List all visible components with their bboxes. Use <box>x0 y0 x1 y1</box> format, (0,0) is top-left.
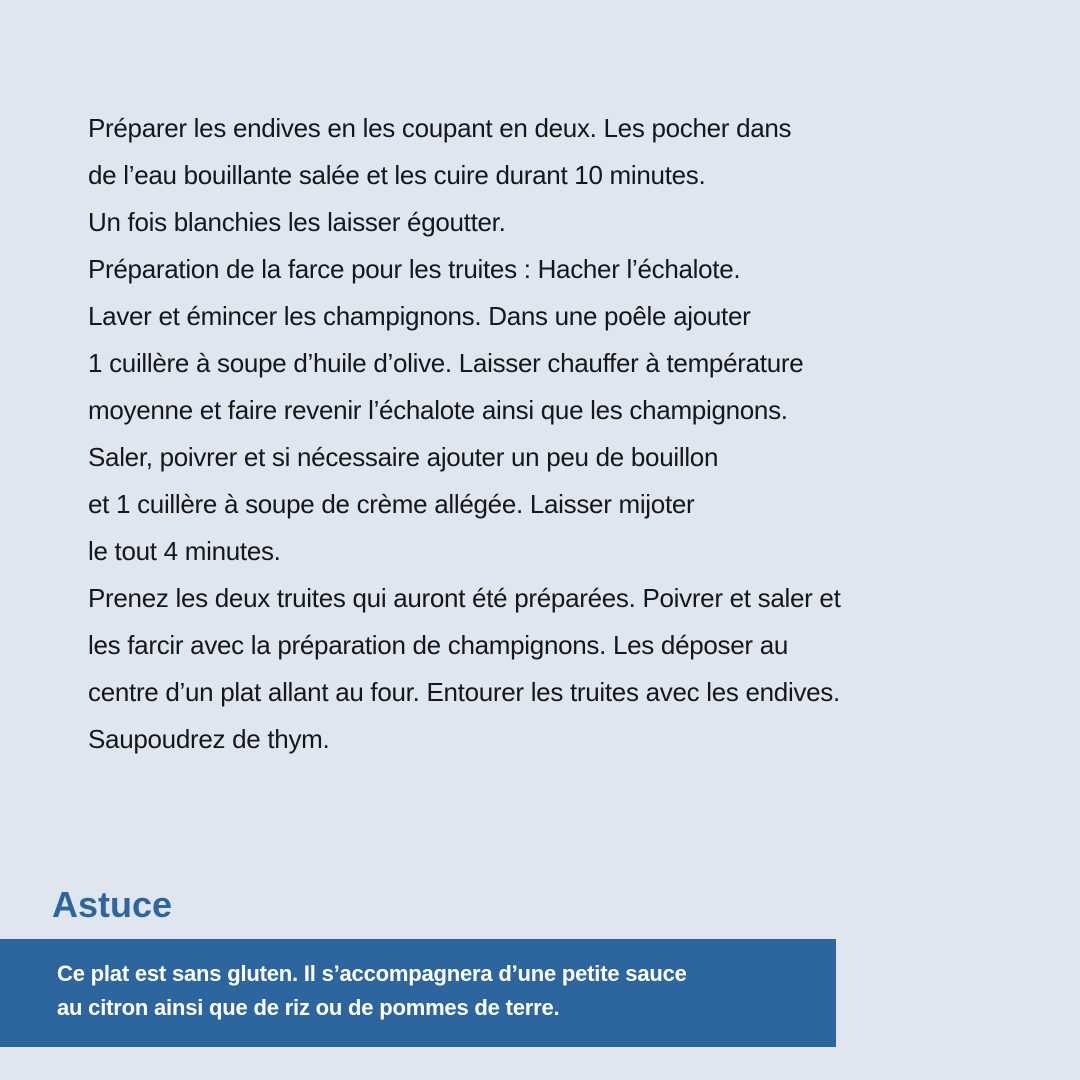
tip-line: Ce plat est sans gluten. Il s’accompagnera d’une petite sauce <box>57 961 687 986</box>
recipe-line: le tout 4 minutes. <box>88 536 281 566</box>
recipe-line: Saupoudrez de thym. <box>88 724 330 754</box>
recipe-line: Préparer les endives en les coupant en deux. Les pocher dans <box>88 113 792 143</box>
recipe-line: centre d’un plat allant au four. Entourer les truites avec les endives. <box>88 677 840 707</box>
recipe-line: de l’eau bouillante salée et les cuire durant 10 minutes. <box>88 160 706 190</box>
recipe-line: Un fois blanchies les laisser égoutter. <box>88 207 506 237</box>
tip-line: au citron ainsi que de riz ou de pommes de terre. <box>57 995 560 1020</box>
recipe-line: Préparation de la farce pour les truites : Hacher l’échalote. <box>88 254 741 284</box>
recipe-line: Saler, poivrer et si nécessaire ajouter un peu de bouillon <box>88 442 719 472</box>
recipe-line: et 1 cuillère à soupe de crème allégée. Laisser mijoter <box>88 489 695 519</box>
recipe-line: Prenez les deux truites qui auront été préparées. Poivrer et saler et <box>88 583 841 613</box>
tip-title: Astuce <box>52 884 173 925</box>
recipe-line: 1 cuillère à soupe d’huile d’olive. Laisser chauffer à température <box>88 348 804 378</box>
recipe-instructions <box>88 105 1048 763</box>
recipe-line: moyenne et faire revenir l’échalote ainsi que les champignons. <box>88 395 788 425</box>
recipe-line: les farcir avec la préparation de champignons. Les déposer au <box>88 630 789 660</box>
recipe-line: Laver et émincer les champignons. Dans une poêle ajouter <box>88 301 751 331</box>
tip-text <box>57 957 827 1025</box>
